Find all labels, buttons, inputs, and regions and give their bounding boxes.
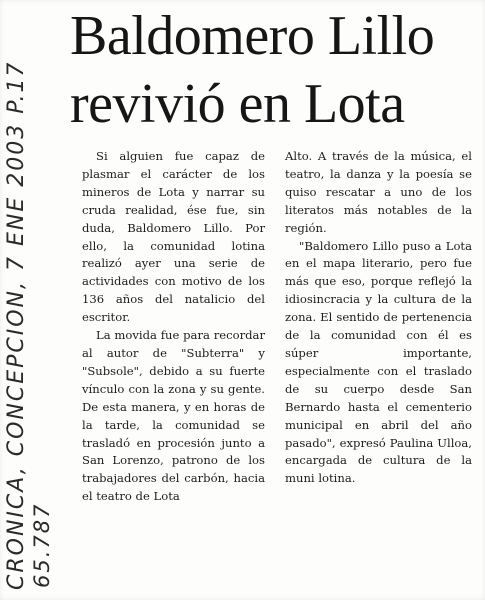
article-headline [70,2,470,138]
article-paragraph: Si alguien fue capaz de plasmar el carácter de los mineros de Lota y narrar su cruda realidad, ése fue, sin duda, Baldomero Lillo. Por ello, la comunidad lotina realizó ayer una serie de actividades con motivo de los 136 años del natalicio del escritor. [82,149,265,325]
handwritten-annotation [0,0,60,600]
article-paragraph: Alto. A través de la música, el teatro, la danza y la poesía se quiso rescatar a uno de los literatos más notables de la región. [285,149,472,235]
article-paragraph: "Baldomero Lillo puso a Lota en el mapa literario, pero fue más que eso, porque reflejó la idiosincracia y la cultura de la zona. El sentido de pertenencia de la comunidad con él es súper importante, especialmente con el traslado de su cuerpo desde San Bernardo hasta el cementerio municipal en abril del año pasado", expresó Paulina Ulloa, encargada de cultura de la muni lotina. [285,238,472,486]
headline-line-2: revivió en Lota [70,73,405,135]
article-column-right [285,148,472,488]
article-column-left [82,148,265,506]
handwritten-source-note: CRONICA, CONCEPCION, 7 ENE 2003 P.17 [4,60,29,590]
headline-line-1: Baldomero Lillo [70,5,435,67]
handwritten-code: 65.787 [30,502,54,588]
article-paragraph: La movida fue para recordar al autor de "Subterra" y "Subsole", debido a su fuerte vínculo con la zona y su gente. De esta manera, y en horas de la tarde, la comunidad se trasladó en procesión junto a San Lorenzo, patrono de los trabajadores del carbón, hacia el teatro de Lota [82,328,265,504]
